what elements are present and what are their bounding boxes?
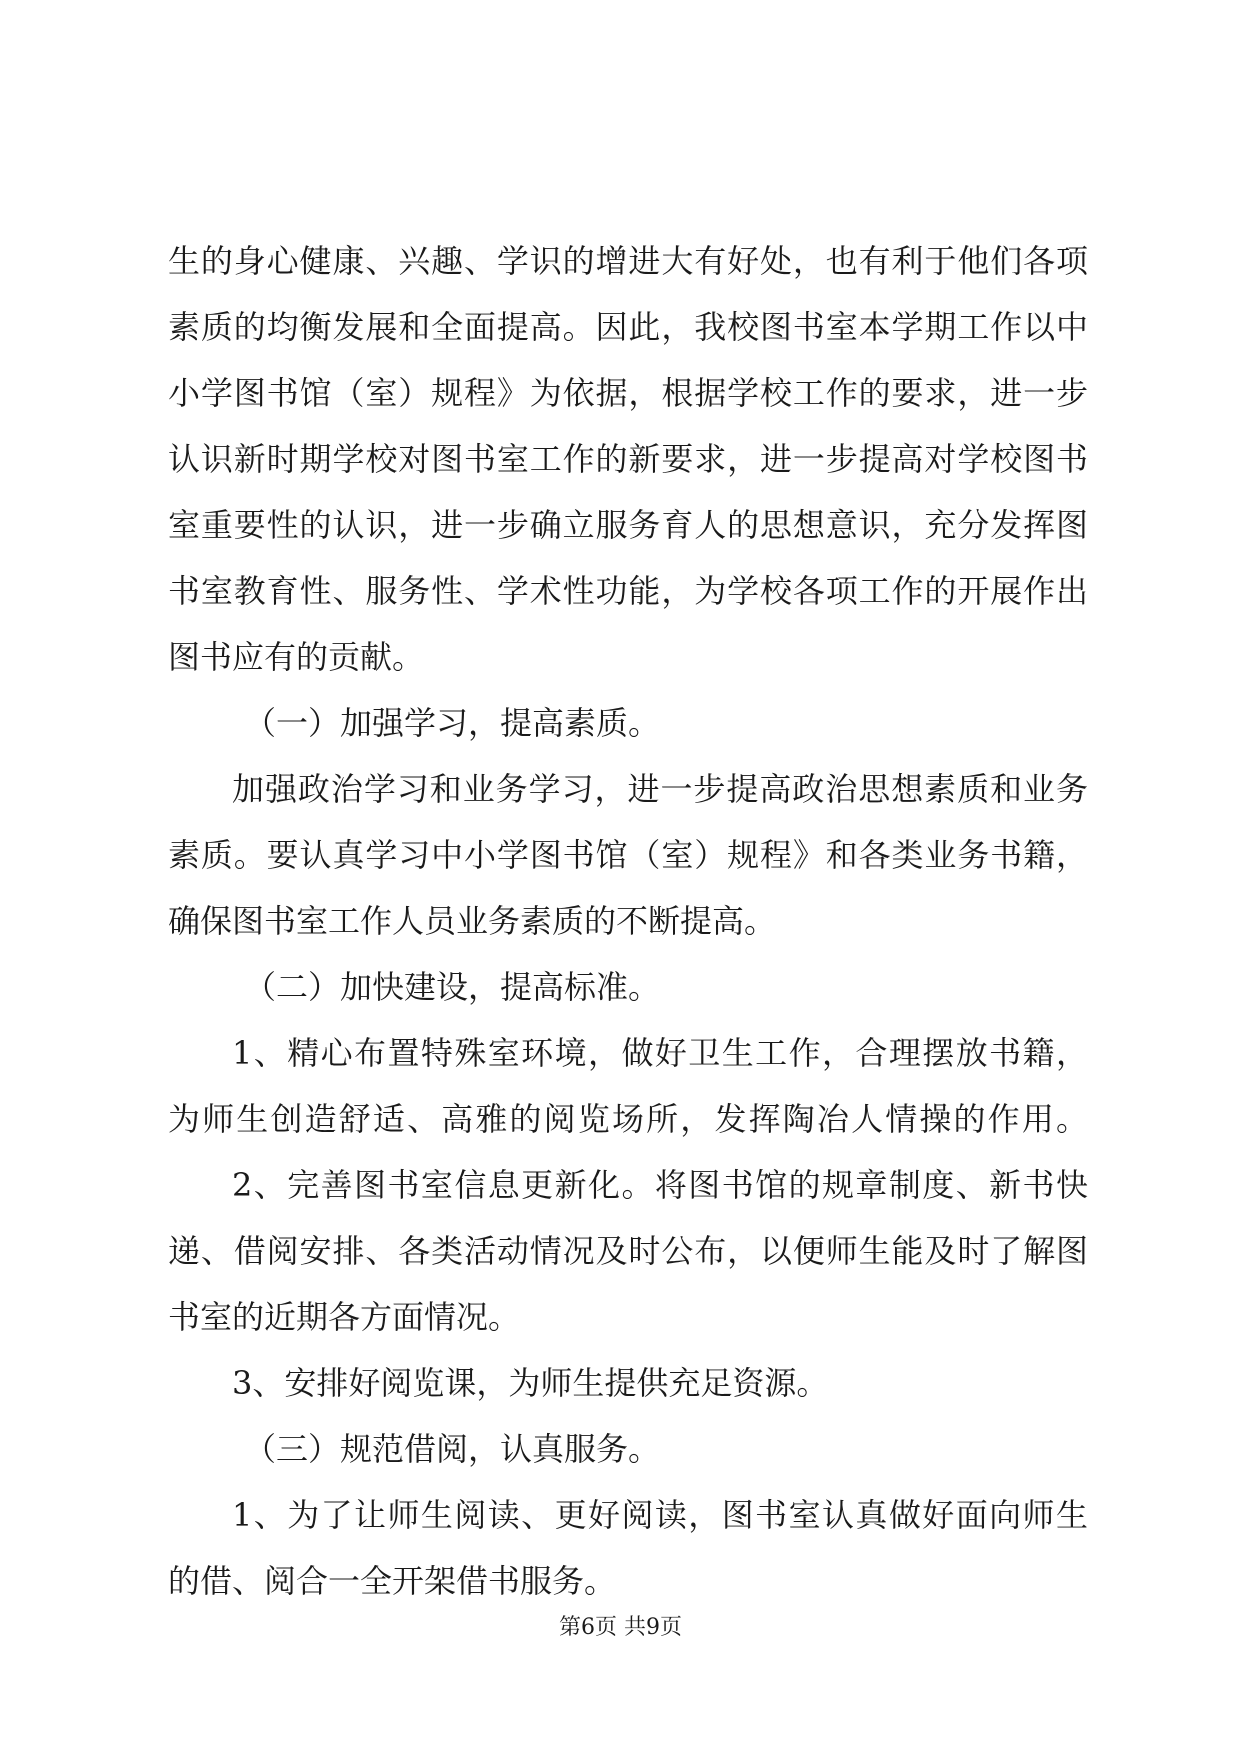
list-item-line: 的借、阅合一全开架借书服务。 xyxy=(168,1562,617,1600)
paragraph-line: 室重要性的认识，进一步确立服务育人的思想意识，充分发挥图 xyxy=(168,506,1088,544)
document-body xyxy=(168,228,1088,1614)
list-item-line: 2、完善图书室信息更新化。将图书馆的规章制度、新书快 xyxy=(232,1166,1088,1204)
paragraph-line: 素质。要认真学习中小学图书馆（室）规程》和各类业务书籍， xyxy=(168,836,1088,874)
section-heading: （三）规范借阅，认真服务。 xyxy=(244,1430,661,1468)
paragraph-line: 认识新时期学校对图书室工作的新要求，进一步提高对学校图书 xyxy=(168,440,1088,478)
list-item-line: 3、安排好阅览课，为师生提供充足资源。 xyxy=(232,1364,829,1402)
paragraph-line: 小学图书馆（室）规程》为依据，根据学校工作的要求，进一步 xyxy=(168,374,1088,412)
page-number-footer: 第6页 共9页 xyxy=(559,1615,682,1640)
list-item-line: 1、精心布置特殊室环境，做好卫生工作，合理摆放书籍， xyxy=(232,1034,1088,1072)
paragraph-line: 素质的均衡发展和全面提高。因此，我校图书室本学期工作以中 xyxy=(168,308,1088,346)
paragraph-line: 图书应有的贡献。 xyxy=(168,638,425,676)
paragraph-line: 加强政治学习和业务学习，进一步提高政治思想素质和业务 xyxy=(232,770,1088,808)
list-item-line: 1、为了让师生阅读、更好阅读，图书室认真做好面向师生 xyxy=(232,1496,1088,1534)
list-item-line: 为师生创造舒适、高雅的阅览场所，发挥陶冶人情操的作用。 xyxy=(168,1100,1088,1138)
paragraph-line: 书室教育性、服务性、学术性功能，为学校各项工作的开展作出 xyxy=(168,572,1088,610)
list-item-line: 书室的近期各方面情况。 xyxy=(168,1298,521,1336)
paragraph-line: 生的身心健康、兴趣、学识的增进大有好处，也有利于他们各项 xyxy=(168,242,1088,280)
paragraph-line: 确保图书室工作人员业务素质的不断提高。 xyxy=(168,902,777,940)
section-heading: （二）加快建设，提高标准。 xyxy=(244,968,661,1006)
list-item-line: 递、借阅安排、各类活动情况及时公布，以便师生能及时了解图 xyxy=(168,1232,1088,1270)
section-heading: （一）加强学习，提高素质。 xyxy=(244,704,661,742)
